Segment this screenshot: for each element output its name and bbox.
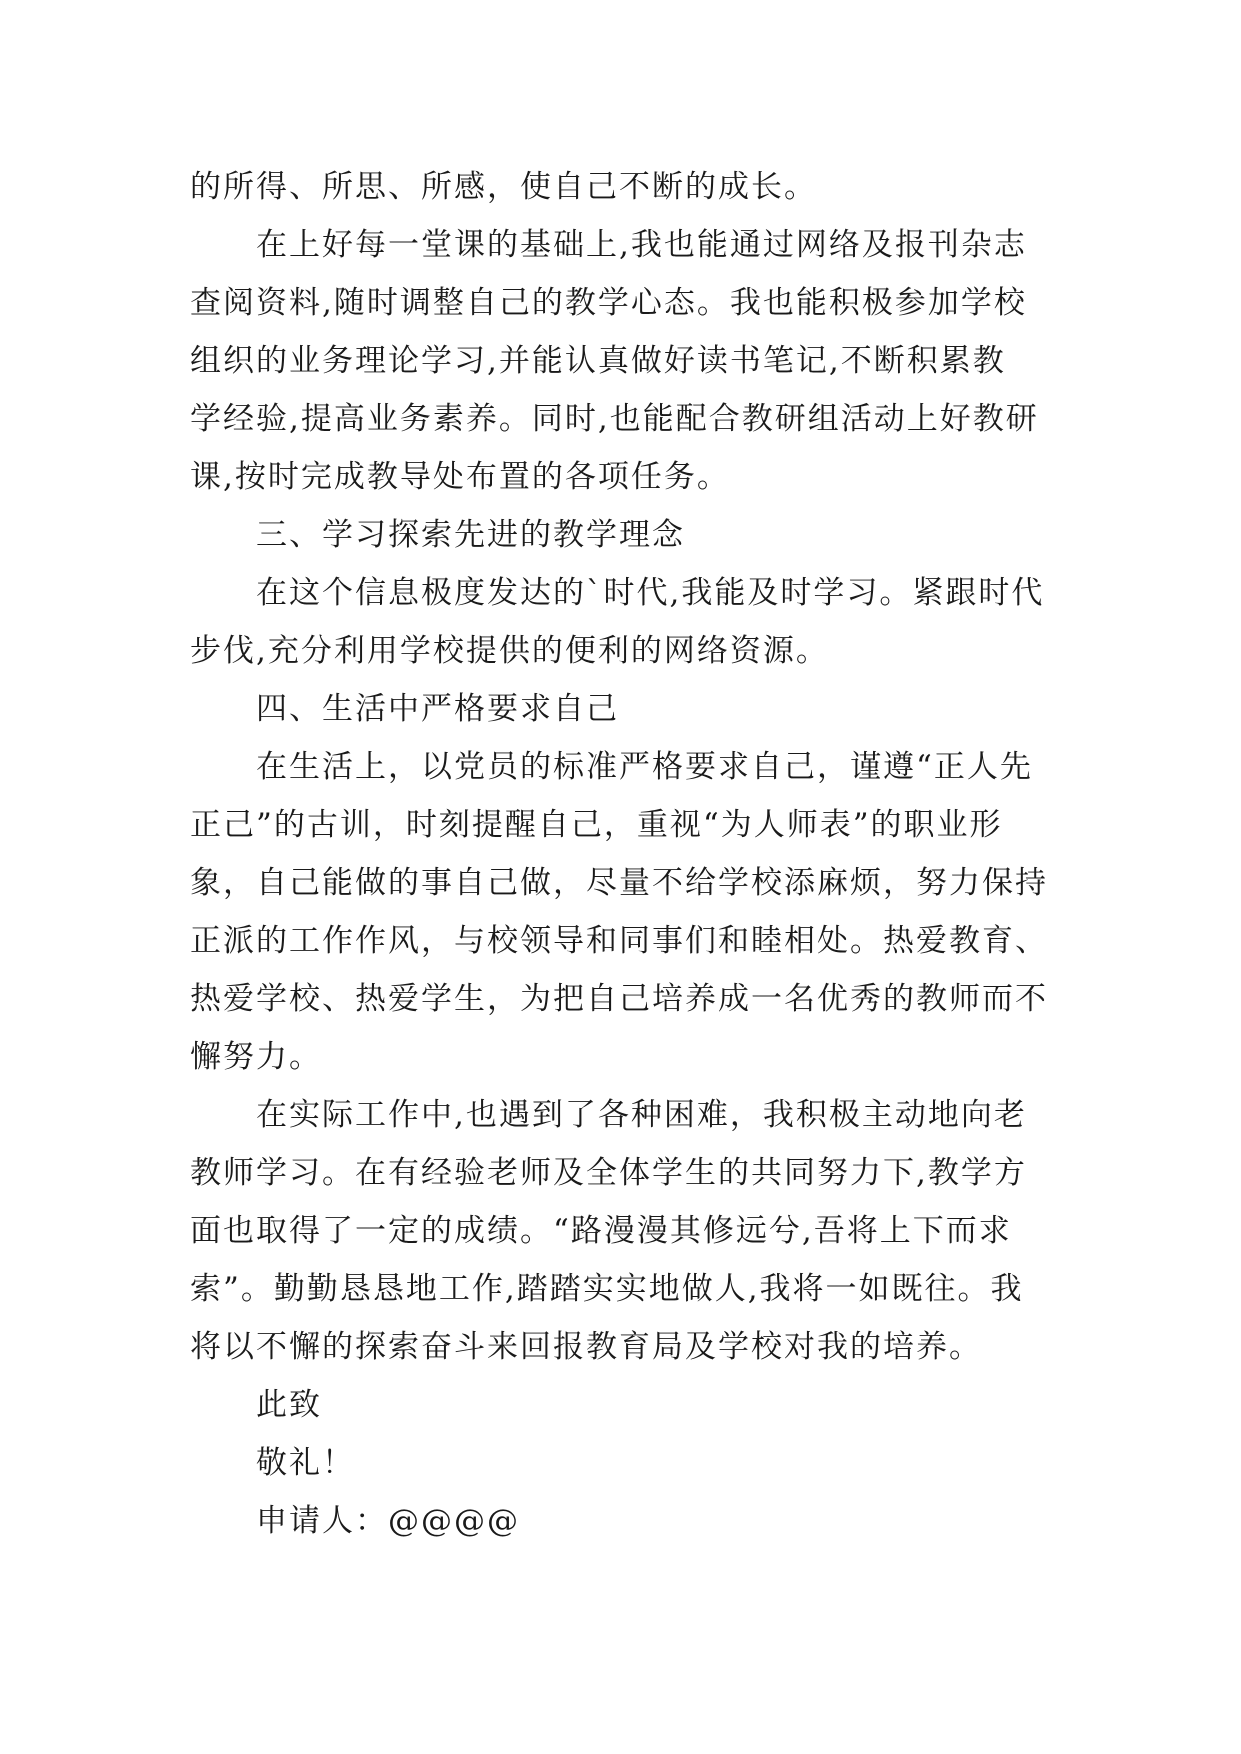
paragraph-first-line: 在生活上，以党员的标准严格要求自己，谨遵“正人先 (256, 749, 1033, 785)
applicant-signature: 申请人：@@@@ (256, 1503, 520, 1539)
body-line: 的所得、所思、所感，使自己不断的成长。 (190, 169, 817, 205)
section-heading: 三、学习探索先进的教学理念 (256, 517, 685, 553)
body-line: 面也取得了一定的成绩。“路漫漫其修远兮,吾将上下而求 (190, 1213, 1012, 1249)
closing-salutation: 此致 (256, 1387, 322, 1423)
body-line: 索”。勤勤恳恳地工作,踏踏实实地做人,我将一如既往。我 (190, 1271, 1024, 1307)
closing-regards: 敬礼！ (256, 1445, 355, 1481)
body-line: 查阅资料,随时调整自己的教学心态。我也能积极参加学校 (190, 285, 1027, 321)
body-line: 正己”的古训，时刻提醒自己，重视“为人师表”的职业形 (190, 807, 1003, 843)
paragraph-first-line: 在这个信息极度发达的`时代,我能及时学习。紧跟时代 (256, 575, 1045, 611)
body-line: 正派的工作作风，与校领导和同事们和睦相处。热爱教育、 (190, 923, 1048, 959)
body-line: 组织的业务理论学习,并能认真做好读书笔记,不断积累教 (190, 343, 1006, 379)
body-line: 象，自己能做的事自己做，尽量不给学校添麻烦，努力保持 (190, 865, 1048, 901)
body-line: 将以不懈的探索奋斗来回报教育局及学校对我的培养。 (190, 1329, 982, 1365)
body-line: 步伐,充分利用学校提供的便利的网络资源。 (190, 633, 829, 669)
paragraph-first-line: 在实际工作中,也遇到了各种困难，我积极主动地向老 (256, 1097, 1027, 1133)
body-line: 教师学习。在有经验老师及全体学生的共同努力下,教学方 (190, 1155, 1027, 1191)
body-line: 学经验,提高业务素养。同时,也能配合教研组活动上好教研 (190, 401, 1039, 437)
body-line: 热爱学校、热爱学生，为把自己培养成一名优秀的教师而不 (190, 981, 1048, 1017)
section-heading: 四、生活中严格要求自己 (256, 691, 619, 727)
body-line: 课,按时完成教导处布置的各项任务。 (190, 459, 730, 495)
document-body (190, 158, 1060, 1550)
paragraph-first-line: 在上好每一堂课的基础上,我也能通过网络及报刊杂志 (256, 227, 1027, 263)
body-line: 懈努力。 (190, 1039, 322, 1075)
